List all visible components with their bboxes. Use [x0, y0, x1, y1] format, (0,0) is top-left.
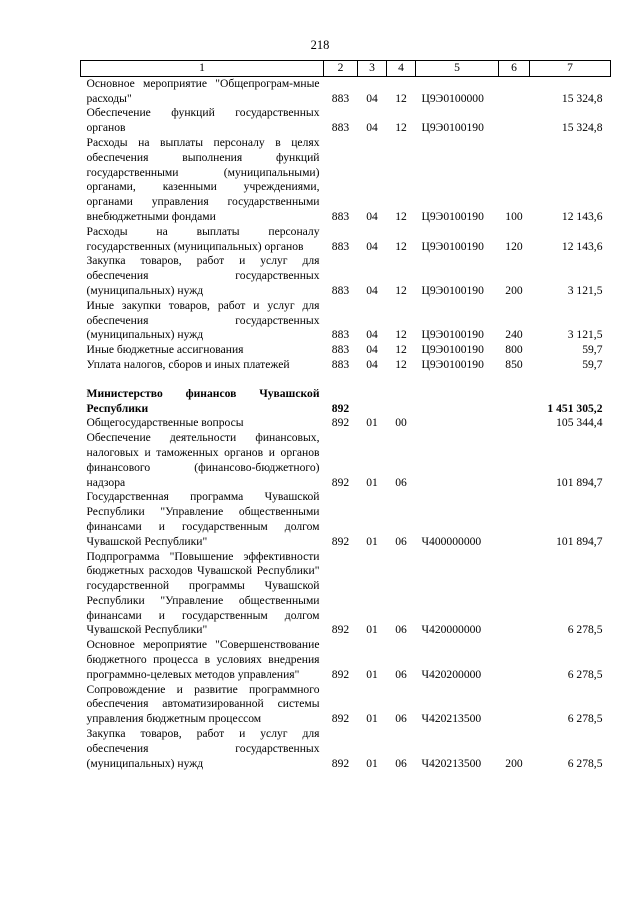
row-name: Закупка товаров, работ и услуг для обеспечения государственных (муниципальных) нужд	[86, 254, 320, 297]
row-section	[358, 387, 387, 417]
row-target	[416, 373, 499, 387]
column-header-name: 1	[81, 61, 324, 77]
row-subsection: 06	[395, 475, 407, 489]
row-amount: 6 278,5	[567, 712, 603, 726]
row-subsection: 00	[395, 416, 407, 430]
row-expense-type	[499, 550, 530, 639]
row-amount: 59,7	[582, 343, 603, 357]
row-expense-type: 200	[505, 756, 523, 770]
row-name: Обеспечение деятельности финансовых, налоговых и таможенных органов и органов финансового (финансово-бюджетного) надзора	[86, 431, 320, 489]
row-name: Иные бюджетные ассигнования	[86, 343, 244, 357]
row-target: Ц9Э0100000	[421, 91, 484, 105]
row-expense-type: 200	[505, 283, 523, 297]
row-subsection: 12	[395, 91, 407, 105]
row-name: Сопровождение и развитие программного обеспечения автоматизированной системы управления бюджетным процессом	[86, 682, 320, 726]
row-section: 04	[366, 283, 378, 297]
row-expense-type: 100	[505, 209, 523, 223]
table-row	[81, 343, 611, 358]
row-amount	[530, 373, 611, 387]
row-section: 01	[366, 416, 378, 430]
row-amount: 3 121,5	[567, 328, 603, 342]
row-target: Ц9Э0100190	[421, 357, 484, 371]
row-ministry: 892	[331, 534, 350, 548]
row-name: Расходы на выплаты персоналу в целях обеспечения выполнения функций государственными (муниципальными) органами, казенными учреждениями, органами управления государственными внебюджетными фондами	[86, 135, 320, 223]
row-ministry: 883	[331, 209, 350, 223]
column-header-target: 5	[416, 61, 499, 77]
row-subsection: 06	[395, 623, 407, 637]
row-amount: 15 324,8	[561, 121, 603, 135]
row-subsection: 06	[395, 667, 407, 681]
row-amount: 12 143,6	[561, 239, 603, 253]
table-row	[81, 373, 611, 387]
row-ministry: 883	[331, 357, 350, 371]
row-expense-type	[499, 431, 530, 490]
row-target	[416, 387, 499, 417]
row-name: Министерство финансов Чувашской Республики	[86, 386, 320, 415]
column-header-subsection: 4	[387, 61, 416, 77]
table-row	[81, 299, 611, 343]
row-amount: 6 278,5	[567, 756, 603, 770]
table-row	[81, 254, 611, 298]
row-target: Ч420000000	[421, 623, 482, 637]
row-section: 01	[366, 712, 378, 726]
row-target	[416, 416, 499, 431]
table-row	[81, 638, 611, 682]
row-subsection: 12	[395, 283, 407, 297]
row-target: Ц9Э0100190	[421, 209, 484, 223]
row-name: Уплата налогов, сборов и иных платежей	[86, 357, 290, 371]
row-ministry: 883	[331, 91, 350, 105]
row-section: 04	[366, 357, 378, 371]
row-name: Закупка товаров, работ и услуг для обеспечения государственных (муниципальных) нужд	[86, 727, 320, 770]
table-row	[81, 387, 611, 417]
row-ministry: 883	[331, 283, 350, 297]
column-header-ministry: 2	[324, 61, 358, 77]
row-name: Обеспечение функций государственных органов	[86, 106, 320, 135]
row-amount: 1 451 305,2	[547, 401, 603, 415]
column-header-expense-type: 6	[499, 61, 530, 77]
row-expense-type	[499, 373, 530, 387]
table-row	[81, 106, 611, 136]
row-ministry: 892	[331, 623, 350, 637]
column-header-section: 3	[358, 61, 387, 77]
row-target: Ч420200000	[421, 667, 482, 681]
row-section: 04	[366, 91, 378, 105]
row-name: Основное мероприятие "Совершенствование бюджетного процесса в условиях внедрения программно-целевых методов управления"	[86, 638, 320, 681]
row-section: 01	[366, 623, 378, 637]
row-name: Общегосударственные вопросы	[86, 416, 244, 430]
row-amount: 3 121,5	[567, 283, 603, 297]
row-expense-type	[499, 490, 530, 549]
row-expense-type	[499, 76, 530, 106]
row-name: Основное мероприятие "Общепрограм-мные расходы"	[86, 76, 320, 105]
row-subsection: 12	[395, 357, 407, 371]
row-section: 04	[366, 209, 378, 223]
row-target: Ц9Э0100190	[421, 239, 484, 253]
row-section	[358, 373, 387, 387]
row-expense-type	[499, 416, 530, 431]
table-row	[81, 225, 611, 255]
row-target	[416, 431, 499, 490]
row-subsection: 12	[395, 328, 407, 342]
column-header-amount: 7	[530, 61, 611, 77]
row-ministry: 892	[331, 667, 350, 681]
row-subsection: 12	[395, 343, 407, 357]
row-amount: 59,7	[582, 357, 603, 371]
row-name	[81, 373, 324, 387]
table-body	[81, 76, 611, 771]
row-ministry	[324, 373, 358, 387]
row-target: Ц9Э0100190	[421, 328, 484, 342]
row-ministry: 883	[331, 121, 350, 135]
row-expense-type: 120	[505, 239, 523, 253]
row-ministry: 892	[331, 401, 350, 415]
table-row	[81, 431, 611, 490]
row-name: Расходы на выплаты персоналу государственных (муниципальных) органов	[86, 224, 320, 253]
row-subsection: 06	[395, 756, 407, 770]
row-expense-type	[499, 683, 530, 727]
table-row	[81, 136, 611, 225]
row-ministry: 892	[331, 475, 350, 489]
row-subsection: 06	[395, 712, 407, 726]
row-name: Подпрограмма "Повышение эффективности бюджетных расходов Чувашской Республики" государственной программы Чувашской Республики "Управление общественными финансами и государственным долгом Чувашской Республики"	[86, 549, 320, 637]
row-target: Ч400000000	[421, 534, 482, 548]
row-subsection: 12	[395, 209, 407, 223]
row-amount: 6 278,5	[567, 623, 603, 637]
row-section: 01	[366, 667, 378, 681]
row-amount: 101 894,7	[556, 534, 603, 548]
row-subsection: 12	[395, 121, 407, 135]
row-amount: 101 894,7	[556, 475, 603, 489]
row-ministry: 883	[331, 328, 350, 342]
table-row	[81, 727, 611, 771]
budget-table	[80, 60, 611, 771]
row-ministry: 883	[331, 343, 350, 357]
row-target: Ц9Э0100190	[421, 343, 484, 357]
row-expense-type	[499, 387, 530, 417]
table-row	[81, 416, 611, 431]
row-section: 04	[366, 328, 378, 342]
row-expense-type: 240	[505, 328, 523, 342]
table-header	[81, 61, 611, 77]
row-name: Государственная программа Чувашской Республики "Управление общественными финансами и государственным долгом Чувашской Республики"	[86, 490, 320, 548]
row-amount: 15 324,8	[561, 91, 603, 105]
row-expense-type	[499, 106, 530, 136]
table-row	[81, 490, 611, 549]
row-subsection: 12	[395, 239, 407, 253]
row-ministry: 892	[331, 756, 350, 770]
table-row	[81, 550, 611, 639]
table-row	[81, 358, 611, 373]
row-ministry: 892	[331, 416, 350, 430]
row-ministry: 883	[331, 239, 350, 253]
row-amount: 6 278,5	[567, 667, 603, 681]
row-section: 04	[366, 343, 378, 357]
row-section: 04	[366, 121, 378, 135]
row-section: 01	[366, 756, 378, 770]
row-section: 01	[366, 534, 378, 548]
page-number: 218	[310, 38, 330, 52]
row-target: Ч420213500	[421, 756, 482, 770]
row-expense-type: 800	[505, 343, 523, 357]
row-expense-type	[499, 638, 530, 682]
row-subsection: 06	[395, 534, 407, 548]
row-name: Иные закупки товаров, работ и услуг для обеспечения государственных (муниципальных) нужд	[86, 298, 320, 342]
row-target: Ч420213500	[421, 712, 482, 726]
row-ministry: 892	[331, 712, 350, 726]
row-subsection	[387, 373, 416, 387]
row-amount: 12 143,6	[561, 209, 603, 223]
row-target: Ц9Э0100190	[421, 283, 484, 297]
row-section: 01	[366, 475, 378, 489]
row-expense-type: 850	[505, 357, 523, 371]
row-section: 04	[366, 239, 378, 253]
row-subsection	[387, 387, 416, 417]
table-row	[81, 683, 611, 727]
row-amount: 105 344,4	[556, 416, 603, 430]
table-row	[81, 76, 611, 106]
row-target: Ц9Э0100190	[421, 121, 484, 135]
